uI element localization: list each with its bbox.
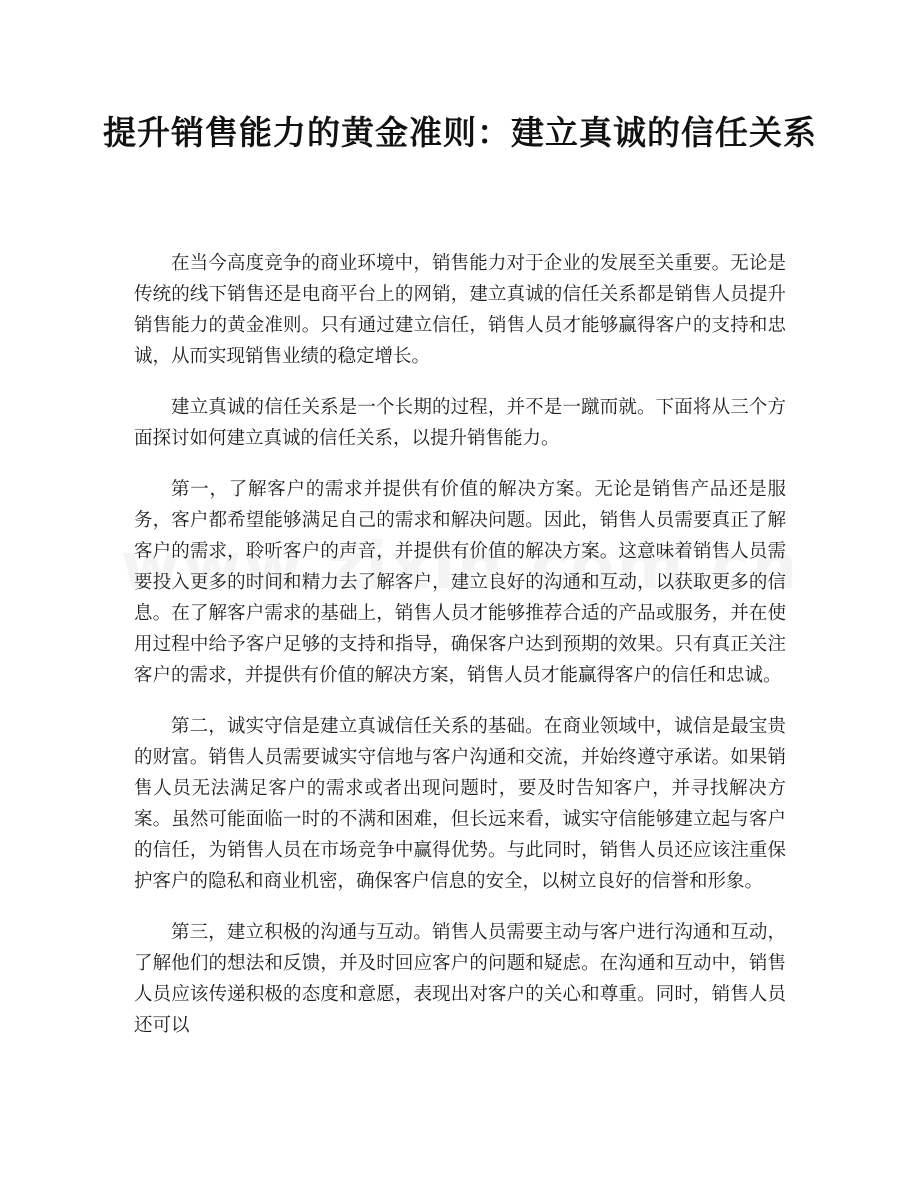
document-title: 提升销售能力的黄金准则：建立真诚的信任关系: [103, 113, 817, 152]
paragraph-first-point: 第一，了解客户的需求并提供有价值的解决方案。无论是销售产品还是服务，客户都希望能够满足自己的需求和解决问题。因此，销售人员需要真正了解客户的需求，聆听客户的声音，并提供有价值的解决方案。这意味着销售人员需要投入更多的时间和精力去了解客户，建立良好的沟通和互动，以获取更多的信息。在了解客户需求的基础上，销售人员才能够推荐合适的产品或服务，并在使用过程中给予客户足够的支持和指导，确保客户达到预期的效果。只有真正关注客户的需求，并提供有价值的解决方案，销售人员才能赢得客户的信任和忠诚。: [134, 479, 786, 686]
paragraph-overview: 建立真诚的信任关系是一个长期的过程，并不是一蹴而就。下面将从三个方面探讨如何建立真诚的信任关系，以提升销售能力。: [134, 397, 786, 449]
document-body: [134, 248, 786, 1061]
paragraph-second-point: 第二，诚实守信是建立真诚信任关系的基础。在商业领域中，诚信是最宝贵的财富。销售人员需要诚实守信地与客户沟通和交流，并始终遵守承诺。如果销售人员无法满足客户的需求或者出现问题时，要及时告知客户，并寻找解决方案。虽然可能面临一时的不满和困难，但长远来看，诚实守信能够建立起与客户的信任，为销售人员在市场竞争中赢得优势。与此同时，销售人员还应该注重保护客户的隐私和商业机密，确保客户信息的安全，以树立良好的信誉和形象。: [134, 716, 786, 892]
paragraph-intro: 在当今高度竞争的商业环境中，销售能力对于企业的发展至关重要。无论是传统的线下销售还是电商平台上的网销，建立真诚的信任关系都是销售人员提升销售能力的黄金准则。只有通过建立信任，销售人员才能够赢得客户的支持和忠诚，从而实现销售业绩的稳定增长。: [134, 253, 786, 367]
paragraph-third-point: 第三，建立积极的沟通与互动。销售人员需要主动与客户进行沟通和互动，了解他们的想法和反馈，并及时回应客户的问题和疑虑。在沟通和互动中，销售人员应该传递积极的态度和意愿，表现出对客户的关心和尊重。同时，销售人员还可以: [134, 922, 786, 1036]
